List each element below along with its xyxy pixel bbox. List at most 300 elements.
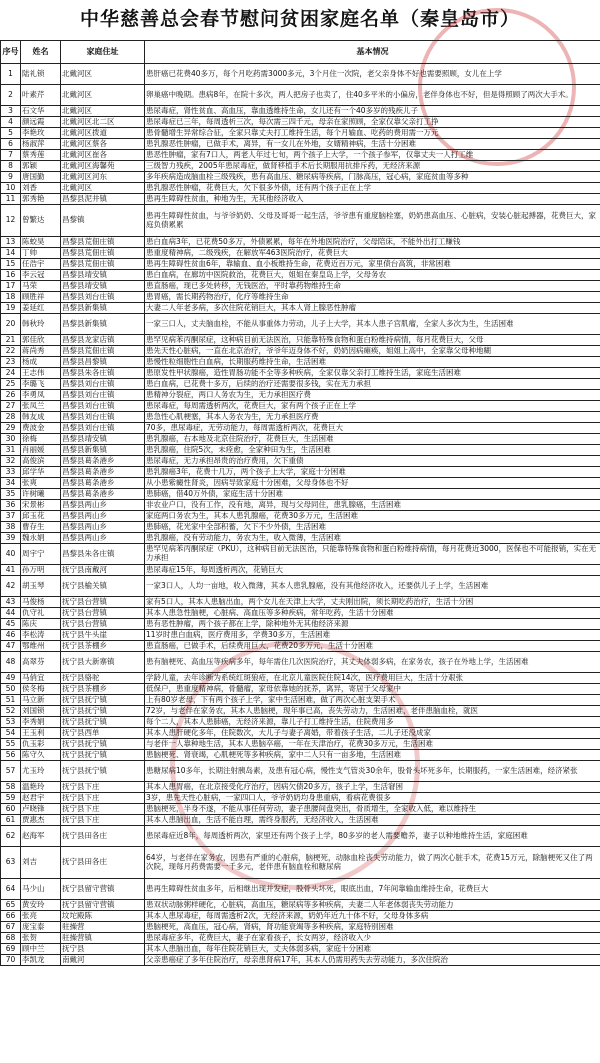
row-number: 4 [1,117,21,128]
row-name: 王志伟 [21,368,61,379]
row-address: 抚宁县茶棚乡 [61,641,145,652]
row-number: 28 [1,412,21,423]
row-name: 张爽 [21,478,61,489]
row-situation: 其本人患肝硬化多年，住院数次，大儿子与妻子离婚，带着孩子生活，二儿子还没成家 [145,728,600,739]
row-number: 18 [1,292,21,303]
row-situation: 与老伴一人靠种地生活，其本人患脑卒癌，一年在天津治疗，花费30多万元，生活困难 [145,739,600,750]
row-name: 徐梅 [21,434,61,445]
row-number: 3 [1,106,21,117]
row-name: 马立新 [21,695,61,706]
row-number: 39 [1,533,21,544]
row-address: 抚宁县南戴河 [61,565,145,576]
row-name: 叶素芹 [21,85,61,106]
row-situation: 患白血病，在廊坊中医院救治，花费巨大，姐姐在秦皇岛上学，父母务农 [145,270,600,281]
row-name: 李秀娟 [21,717,61,728]
row-situation: 三级智力残疾，2005年患尿毒症，做肾移植手术后长期服用抗排斥药，无经济来源 [145,161,600,172]
row-number: 36 [1,500,21,511]
row-name: 仇玉彩 [21,739,61,750]
table-row [1,128,600,139]
row-number: 7 [1,150,21,161]
row-number: 70 [1,955,21,966]
row-number: 30 [1,434,21,445]
row-situation: 患尿毒症15年，每周透析两次，花销巨大 [145,565,600,576]
table-row [1,826,600,847]
table-row [1,434,600,445]
row-situation: 患脑梗死，半身不遂，不能从事任何劳动，妻子患腰间盘突出，骨质增生，全家收入低，难以维持生 [145,804,600,815]
table-row [1,717,600,728]
row-situation: 其本人患脑出血，生活不能自理，需终身服药，无经济收入，生活困难 [145,815,600,826]
row-situation: 患肝癌已花费40多万，每个月吃药需3000多元，3个月住一次院，老父亲身体不好也需要照顾，女儿在上学 [145,64,600,85]
row-address: 驻操营镇 [61,933,145,944]
table-row [1,533,600,544]
table-row [1,879,600,900]
row-number: 52 [1,706,21,717]
row-name: 马荣 [21,281,61,292]
row-address: 北戴河区河东 [61,172,145,183]
row-address: 昌黎县两山乡 [61,522,145,533]
row-number: 8 [1,161,21,172]
table-row [1,673,600,684]
table-row [1,911,600,922]
row-situation: 64岁，与老伴在家务农，因患有严重的心脏病，脑梗死，动脉血栓丧失劳动能力，做了两次心脏手术，花费15万元，除脑梗死又住了两次院，现每月药费需要一千多元，老伴患有脑血栓和糖尿病 [145,847,600,879]
row-name: 黄安玲 [21,900,61,911]
table-row [1,489,600,500]
row-number: 15 [1,259,21,270]
row-address: 抚宁县 [61,944,145,955]
row-name: 蒋尚秀 [21,346,61,357]
row-name: 高俊滨 [21,456,61,467]
row-address: 抚宁县西单 [61,728,145,739]
row-name: 颜远霞 [21,117,61,128]
row-name: 刘香 [21,183,61,194]
table-row [1,641,600,652]
row-name: 仇守礼 [21,608,61,619]
table-row [1,248,600,259]
row-situation: 患乳腺癌，没有劳动能力，务农为生，收入微薄，生活困难 [145,533,600,544]
row-situation: 其本人患急性脑梗，心脏病、高血压等多种疾病，常年吃药，生活十分困难 [145,608,600,619]
row-name: 高翠芬 [21,652,61,673]
table-row [1,478,600,489]
row-name: 尤玉玲 [21,761,61,782]
row-number: 33 [1,467,21,478]
row-address: 北戴河区拨道 [61,128,145,139]
document-title: 中华慈善总会春节慰问贫困家庭名单（秦皇岛市） [79,8,520,30]
row-name: 温艳玲 [21,782,61,793]
table-row [1,390,600,401]
table-row [1,346,600,357]
row-address: 抚宁县大新寨镇 [61,652,145,673]
row-address: 昌黎县荒佃庄镇 [61,237,145,248]
table-row [1,761,600,782]
table-row [1,357,600,368]
row-situation: 患原发性甲状腺癌，造性胃肠功能不全等多种疾病，全家仅靠父亲打工维持生活，家庭生活困难 [145,368,600,379]
row-number: 23 [1,357,21,368]
row-name: 唐国勤 [21,172,61,183]
header-name: 姓名 [21,41,61,64]
row-address: 抚宁县抚宁镇 [61,739,145,750]
row-name: 侯冬梅 [21,684,61,695]
row-name: 马少山 [21,879,61,900]
row-number: 69 [1,944,21,955]
row-number: 38 [1,522,21,533]
table-row [1,695,600,706]
row-address: 抚宁县田各庄 [61,826,145,847]
table-row [1,467,600,478]
row-number: 61 [1,815,21,826]
row-situation: 其本人患脑出血，每年住院花销巨大，丈夫体弱多病，家庭十分困难 [145,944,600,955]
row-address: 抚宁县茶棚乡 [61,684,145,695]
row-situation: 患胃癌，需长期药物治疗，化疗等维持生命 [145,292,600,303]
table-row [1,401,600,412]
row-name: 李凯龙 [21,955,61,966]
row-address: 北戴河区北二区 [61,117,145,128]
row-name: 肖丽媛 [21,445,61,456]
row-number: 54 [1,728,21,739]
row-address: 昌黎县刘台庄镇 [61,379,145,390]
row-name: 任浩宇 [21,259,61,270]
table-row [1,608,600,619]
row-name: 曾繁达 [21,205,61,237]
row-number: 29 [1,423,21,434]
row-situation: 患再生障碍性贫血，种地为生，无其他经济收入 [145,194,600,205]
table-body [1,64,600,966]
row-address: 昌黎县两山乡 [61,511,145,522]
table-row [1,335,600,346]
row-number: 6 [1,139,21,150]
row-address: 抚宁县田各庄 [61,847,145,879]
row-situation: 患尿毒症，肾性贫血、高血压，靠血透维持生命，女儿还有一个40多岁的残疾儿子 [145,106,600,117]
table-row [1,106,600,117]
row-number: 45 [1,619,21,630]
row-name: 张凤兰 [21,401,61,412]
table-row [1,139,600,150]
row-address: 昌黎县两山乡 [61,500,145,511]
row-situation: 患罕见病苯丙酮尿症（PKU），这种病目前无法医治，只能靠特殊食物和蛋白粉维持病情，每月花费近3000，医保也不可能报销，实在无力承担 [145,544,600,565]
row-address: 抚宁县留守营镇 [61,879,145,900]
table-row [1,314,600,335]
table-row [1,782,600,793]
row-number: 53 [1,717,21,728]
row-address: 抚宁县抚宁镇 [61,761,145,782]
row-name: 郭佳欣 [21,335,61,346]
row-situation: 低保户，患重度精神病，骨髓瘤，家母依靠她的抚养，离异，寄居于父母家中 [145,684,600,695]
table-row [1,270,600,281]
table-row [1,292,600,303]
row-situation: 患尿毒症已三年，每周透析三次，每次需三四千元，母亲在家照顾，全家仅靠父亲打工挣 [145,117,600,128]
row-situation: 患尿毒症近8年，每周透析两次，家里还有两个孩子上学，80多岁的老人需要赡养，妻子以种地维持生活，家庭困难 [145,826,600,847]
row-address: 驻操营 [61,922,145,933]
row-number: 60 [1,804,21,815]
row-situation: 患先天性心脏病，一直在北京治疗，爷爷年迈身体不好，奶奶因病瘫痪，姐姐上高中，全家靠父母种地糊 [145,346,600,357]
table-row [1,544,600,565]
row-situation: 患精神分裂症，两口人务农为生，无力承担医疗费 [145,390,600,401]
row-address: 昌黎县刘台庄镇 [61,412,145,423]
row-situation: 患直肠癌，现已多处转移，无钱医治，平时靠药物维持生命 [145,281,600,292]
row-name: 郭秀艳 [21,194,61,205]
header-situation: 基本情况 [145,41,600,64]
row-situation: 患白血病，已花费十多万，后续的治疗还需要很多钱，实在无力承担 [145,379,600,390]
table-row [1,576,600,597]
row-name: 宋景彬 [21,500,61,511]
row-number: 44 [1,608,21,619]
row-number: 31 [1,445,21,456]
row-address: 抚宁县抚宁镇 [61,717,145,728]
row-name: 韩秋玲 [21,314,61,335]
row-address: 抚宁县牛头崖 [61,630,145,641]
row-address: 抚宁县台营镇 [61,619,145,630]
relief-family-table [0,40,600,966]
row-situation: 患脑梗死、肾衰竭，心肌梗死等多种疾病，家中二人只有一亩多地，生活困难 [145,750,600,761]
table-row [1,804,600,815]
row-name: 蔡秀莲 [21,150,61,161]
row-situation: 一家3口人，人均一亩地，收入微薄，其本人患乳腺癌，没有其他经济收入，还要供儿子上学，生活困难 [145,576,600,597]
row-name: 杨成 [21,357,61,368]
row-address: 抚宁县下庄 [61,815,145,826]
row-address: 南戴河 [61,955,145,966]
table-row [1,456,600,467]
row-situation: 多年疾病造成脑血栓三级残疾，患有高血压、糖尿病等疾病，门脉高压，冠心病，家庭贫血等多种 [145,172,600,183]
row-name: 庞宝泰 [21,922,61,933]
row-name: 周宇宁 [21,544,61,565]
row-number: 49 [1,673,21,684]
row-address: 抚宁县台营镇 [61,608,145,619]
row-name: 陈蛟昊 [21,237,61,248]
row-situation: 患乳腺恶性肿瘤，花费巨大，欠下很多外债，还有两个孩子正在上学 [145,183,600,194]
row-number: 68 [1,933,21,944]
row-number: 58 [1,782,21,793]
row-address: 昌黎县靖安镇 [61,281,145,292]
row-address: 抚宁县榆关镇 [61,576,145,597]
row-address: 昌黎县朱各庄镇 [61,368,145,379]
row-name: 丁帅 [21,248,61,259]
row-number: 17 [1,281,21,292]
row-name: 贾惠杰 [21,815,61,826]
table-row [1,423,600,434]
row-number: 56 [1,750,21,761]
row-name: 刘吉 [21,847,61,879]
row-address: 昌黎县昌黎镇 [61,357,145,368]
row-situation: 患双状动脉粥样硬化，心脏病，高血压，糖尿病等多种疾病，夫妻二人年老体弱丧失劳动能力 [145,900,600,911]
row-situation: 患乳腺癌3年，花费十几万，两个孩子上大学，家庭十分困难 [145,467,600,478]
table-row [1,900,600,911]
row-address: 昌黎县龙家店镇 [61,335,145,346]
row-situation: 患骨髓增生异常综合征，全家只靠丈夫打工维持生活，每个月输血、吃药的费用需一万元 [145,128,600,139]
row-address: 昌黎县葛条港乡 [61,489,145,500]
row-address: 昌黎县荒佃庄镇 [61,248,145,259]
row-name: 邱玉花 [21,511,61,522]
row-name: 李云冠 [21,270,61,281]
table-row [1,706,600,717]
row-address: 抚宁县骆驼 [61,673,145,684]
row-name: 魏永娟 [21,533,61,544]
row-name: 孙万明 [21,565,61,576]
row-number: 32 [1,456,21,467]
row-number: 2 [1,85,21,106]
row-number: 43 [1,597,21,608]
table-row [1,445,600,456]
row-number: 47 [1,641,21,652]
row-number: 1 [1,64,21,85]
row-situation: 患罕见病苯丙酮尿症，这种病目前无法医治，只能靠特殊食物和蛋白粉维持病情，每月花费巨大，父母 [145,335,600,346]
row-number: 59 [1,793,21,804]
row-address: 抚宁县下庄 [61,804,145,815]
row-situation: 患肺癌，借40万外债，家庭生活十分困难 [145,489,600,500]
row-address: 北戴河区 [61,183,145,194]
row-situation: 从小患紫癜性肾炎，因病导致家庭十分困难，父母身体也不好 [145,478,600,489]
row-address: 昌黎县葛条港乡 [61,467,145,478]
row-address: 昌黎县新集镇 [61,303,145,314]
row-name: 李勇凤 [21,390,61,401]
row-address: 北戴河区蔡各 [61,139,145,150]
row-situation: 患有恶性肿瘤，两个孩子都在上学，除种地外无其他经济来源 [145,619,600,630]
row-number: 19 [1,303,21,314]
row-number: 21 [1,335,21,346]
table-row [1,565,600,576]
row-name: 陈庆 [21,619,61,630]
row-number: 26 [1,390,21,401]
row-number: 24 [1,368,21,379]
row-address: 北戴河区 [61,106,145,117]
row-number: 10 [1,183,21,194]
table-row [1,161,600,172]
row-name: 赵海军 [21,826,61,847]
row-address: 坟坨殿陈 [61,911,145,922]
table-row [1,955,600,966]
table-row [1,728,600,739]
row-situation: 家庭两口务农为生，其本人患乳腺癌，花费30多万元，生活困难 [145,511,600,522]
row-situation: 患再生障碍性贫血6年，靠输血、血小板维持生命，花费近百万元，家里债台高筑，非常困难 [145,259,600,270]
table-row [1,933,600,944]
row-address: 昌黎县刘台庄镇 [61,401,145,412]
row-situation: 上有80岁老母，下有两个孩子上学，家中生活困难，做了两次心脏支架手术 [145,695,600,706]
table-row [1,750,600,761]
row-address: 昌黎县刘台庄镇 [61,390,145,401]
table-row [1,522,600,533]
row-address: 北戴河区海馨苑 [61,161,145,172]
table-row [1,412,600,423]
row-number: 35 [1,489,21,500]
row-situation: 3岁，患先天性心脏病，一家四口人，爷爷奶奶均身患重病，看病花费很多 [145,793,600,804]
table-row [1,511,600,522]
table-row [1,205,600,237]
row-number: 22 [1,346,21,357]
row-number: 55 [1,739,21,750]
row-address: 昌黎县新集镇 [61,445,145,456]
table-row [1,303,600,314]
row-address: 昌黎县荒佃庄镇 [61,346,145,357]
row-name: 马俏宜 [21,673,61,684]
row-name: 许树曦 [21,489,61,500]
row-name: 邱学华 [21,467,61,478]
row-number: 20 [1,314,21,335]
row-situation: 患糖尿病10多年，长期注射胰岛素，及患有冠心病，慢性支气管炎30余年，股骨头坏死多年，长期服药，一家生活困难，经济紧张 [145,761,600,782]
row-situation: 患肺癌，花光家中全部积蓄，欠下不少外债，生活困难 [145,522,600,533]
row-address: 昌黎县葛条港乡 [61,456,145,467]
row-name: 鄂维州 [21,641,61,652]
table-row [1,630,600,641]
row-situation: 每个二人，其本人患肺癌，无经济来源，靠儿子打工维持生活，住院费用多 [145,717,600,728]
row-number: 9 [1,172,21,183]
table-row [1,368,600,379]
row-number: 46 [1,630,21,641]
row-name: 胡玉琴 [21,576,61,597]
table-row [1,619,600,630]
row-number: 25 [1,379,21,390]
row-situation: 家有5口人，其本人患脑出血，两个女儿在天津上大学，丈夫刚出院，须长期吃药治疗，生活十分困 [145,597,600,608]
row-address: 昌黎县泥井镇 [61,194,145,205]
row-number: 40 [1,544,21,565]
row-number: 16 [1,270,21,281]
row-situation: 患再生障碍性贫血，与爷爷奶奶、父母及哥哥一起生活，爷爷患有重度脑栓塞，奶奶患高血压、心脏病，安装心脏起搏器，花费巨大，家庭负债累累 [145,205,600,237]
header-address: 家庭住址 [61,41,145,64]
row-number: 67 [1,922,21,933]
row-situation: 患恶性肿瘤，家有7口人，两老人年过七旬，两个孩子上大学，一个孩子参军，仅靠丈夫一人打工维 [145,150,600,161]
table-row [1,281,600,292]
row-situation: 大妻二人年老多病，多次住院花销巨大，其本人肾上腺恶性肿瘤 [145,303,600,314]
row-situation: 患乳腺恶性肿瘤，已做手术，离异，有一女儿在外地，女婿精神病，生活十分困难 [145,139,600,150]
row-situation: 患乳腺癌，住院5次，未痊愈，全家种田为生，生活困难 [145,445,600,456]
table-row [1,652,600,673]
row-name: 顾胜祥 [21,292,61,303]
row-name: 陆礼锁 [21,64,61,85]
row-situation: 患尿毒症，无力承担昂贵的治疗费用，欠下重债 [145,456,600,467]
row-situation: 一家三口人，丈夫脑血栓，不能从事重体力劳动，儿子上大学，其本人患子宫肌瘤，全家人多次为生，生活困难 [145,314,600,335]
row-address: 抚宁县抚宁镇 [61,750,145,761]
row-name: 赵君宇 [21,793,61,804]
row-situation: 72岁，与老伴在家务农，其本人患脑梗，现年事已高，丧失劳动力，生活困难，老伴患脑血栓，就医 [145,706,600,717]
row-name: 姜延红 [21,303,61,314]
row-address: 抚宁县留守营镇 [61,900,145,911]
row-address: 昌黎县葛条港乡 [61,478,145,489]
row-number: 37 [1,511,21,522]
row-name: 卢晓锋 [21,804,61,815]
table-row [1,815,600,826]
table-row [1,150,600,161]
row-situation: 患直肠癌，已做手术，后续费用巨大，花费20多万元，生活十分困难 [145,641,600,652]
table-row [1,117,600,128]
row-address: 昌黎县靖安镇 [61,270,145,281]
row-number: 64 [1,879,21,900]
row-situation: 患再生障碍性贫血多年，后相继出现并发症，股骨头坏死，眼底出血，7年间靠输血维持生命，花费巨大 [145,879,600,900]
row-number: 57 [1,761,21,782]
table-row [1,793,600,804]
row-situation: 患重度精神病，二级残疾，在解放军463医院治疗，花费巨大 [145,248,600,259]
row-number: 48 [1,652,21,673]
row-situation: 患急性心肌梗塞，其本人务农为生，无力承担医疗费 [145,412,600,423]
row-number: 65 [1,900,21,911]
table-row [1,684,600,695]
row-address: 抚宁县下庄 [61,782,145,793]
row-number: 62 [1,826,21,847]
row-address: 昌黎县刘台庄镇 [61,292,145,303]
row-number: 34 [1,478,21,489]
row-name: 李璐飞 [21,379,61,390]
row-name: 费波金 [21,423,61,434]
row-situation: 父亲患癌症了多年住院治疗，母亲患肾病17年，其本人仍需用药失去劳动能力，多次住院治 [145,955,600,966]
row-name: 张贺 [21,933,61,944]
row-address: 昌黎县靖安镇 [61,434,145,445]
row-number: 13 [1,237,21,248]
row-number: 66 [1,911,21,922]
row-number: 42 [1,576,21,597]
row-address: 抚宁县台营镇 [61,597,145,608]
row-address: 抚宁县下庄 [61,793,145,804]
row-name: 石文华 [21,106,61,117]
row-number: 41 [1,565,21,576]
table-row [1,172,600,183]
row-situation: 患脑梗死，高血压，冠心病，肾病，肾功能衰竭等多种疾病，家庭特别困难 [145,922,600,933]
table-row [1,739,600,750]
